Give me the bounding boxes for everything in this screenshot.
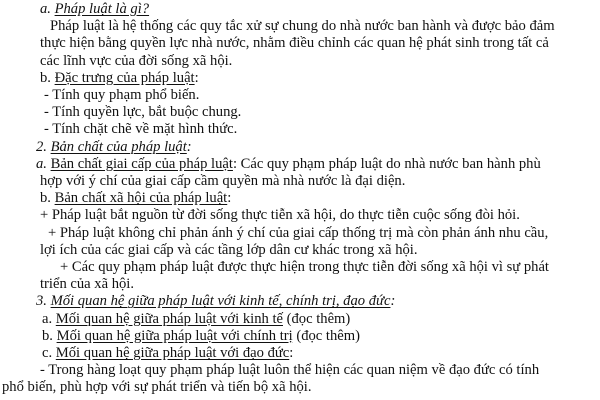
paragraph-line: triển của xã hội.	[40, 276, 135, 293]
plus-item: + Các quy phạm pháp luật được thực hiện trong thực tiễn đời sống xã hội vì sự phát	[60, 259, 549, 275]
section-heading-b-characteristics: b. Đặc trưng của pháp luật:	[40, 69, 199, 86]
list-marker: b.	[42, 327, 57, 344]
definition-line: Pháp luật là hệ thống các quy tắc xử sự chung do nhà nước ban hành và được bảo đảm	[50, 18, 555, 35]
list-marker: a.	[40, 1, 55, 17]
heading-text: Đặc trưng của pháp luật	[54, 69, 195, 86]
heading-text: Mối quan hệ giữa pháp luật với kinh tế	[55, 310, 283, 327]
heading-text: Mối quan hệ giữa pháp luật với đạo đức	[55, 345, 290, 361]
section-heading-a-what-is-law	[40, 1, 149, 18]
paragraph-class-nature: a. Bản chất giai cấp của pháp luật: Các quy phạm pháp luật do nhà nước ban hành phù	[36, 155, 541, 172]
section-heading-2-nature-of-law: 2. Bản chất của pháp luật:	[36, 138, 192, 155]
list-marker: 3.	[36, 293, 51, 310]
paragraph-line: hợp với ý chí của giai cấp cầm quyền mà nhà nước là đại diện.	[40, 173, 406, 189]
list-marker: b.	[40, 69, 55, 86]
list-marker: 2.	[36, 138, 51, 155]
heading-text: Bản chất giai cấp của pháp luật	[50, 155, 233, 172]
bullet-item: - Tính chặt chẽ về mặt hình thức.	[44, 121, 238, 138]
definition-line: thực hiện bằng quyền lực nhà nước, nhằm điều chỉnh các quan hệ phát sinh trong tất cả	[40, 35, 549, 52]
list-marker: a.	[36, 155, 51, 172]
bullet-item: - Trong hàng loạt quy phạm pháp luật luôn thể hiện các quan niệm về đạo đức có tính	[40, 362, 540, 379]
list-marker: a.	[42, 310, 56, 327]
definition-line: các lĩnh vực của đời sống xã hội.	[40, 52, 233, 69]
heading-text: Mối quan hệ giữa pháp luật với chính trị	[56, 327, 293, 344]
subsection-economy: a. Mối quan hệ giữa pháp luật với kinh tế (đọc thêm)	[42, 310, 351, 327]
list-marker: c.	[42, 345, 56, 361]
bullet-item: - Tính quy phạm phổ biến.	[44, 87, 200, 103]
section-heading-3-relationships: 3. Mối quan hệ giữa pháp luật với kinh tế, chính trị, đạo đức:	[36, 293, 396, 310]
section-heading-b-social-nature: b. Bản chất xã hội của pháp luật:	[40, 190, 232, 207]
paragraph-line: phổ biến, phù hợp với sự phát triển và tiến bộ xã hội.	[2, 379, 312, 396]
heading-text: Bản chất xã hội của pháp luật	[54, 190, 228, 207]
heading-text: Mối quan hệ giữa pháp luật với kinh tế, chính trị, đạo đức	[50, 293, 391, 310]
paragraph-line: lợi ích của các giai cấp và các tầng lớp dân cư khác trong xã hội.	[40, 241, 418, 258]
heading-text: Bản chất của pháp luật	[50, 138, 187, 155]
subsection-ethics: c. Mối quan hệ giữa pháp luật với đạo đức:	[42, 345, 294, 361]
list-marker: b.	[40, 190, 55, 207]
subsection-politics: b. Mối quan hệ giữa pháp luật với chính trị (đọc thêm)	[42, 327, 360, 344]
heading-text: Pháp luật là gì?	[54, 1, 150, 17]
plus-item: + Pháp luật không chỉ phản ánh ý chí của giai cấp thống trị mà còn phản ánh nhu cầu,	[48, 224, 549, 241]
plus-item: + Pháp luật bắt nguồn từ đời sống thực tiễn xã hội, do thực tiễn cuộc sống đòi hỏi.	[40, 207, 520, 224]
bullet-item: - Tính quyền lực, bắt buộc chung.	[44, 104, 242, 121]
